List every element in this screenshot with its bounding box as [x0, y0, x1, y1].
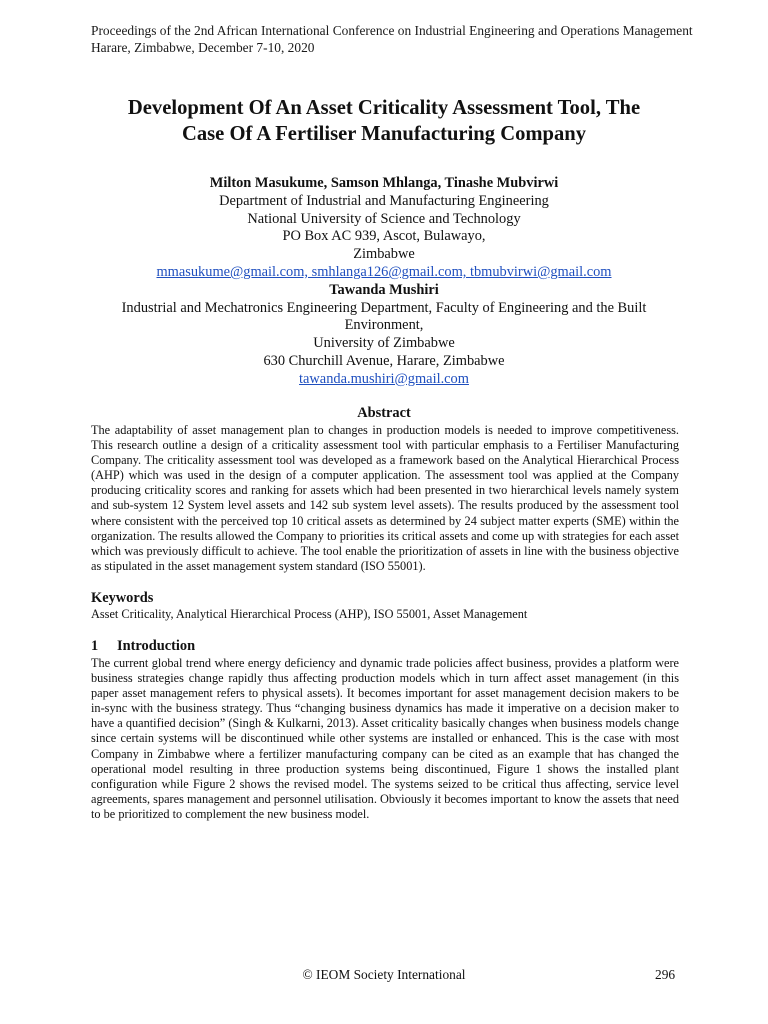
title-line-1: Development Of An Asset Criticality Assessment Tool, The [127, 97, 641, 119]
affiliation-dept-2-line-2: Environment, [344, 317, 424, 334]
introduction-text: The current global trend where energy deficiency and dynamic trade policies affect business, provides a platform were business strategies change rapidly thus affecting production models which in turn affect asset management (in this paper asset management refers to physical assets). It becomes important for asset management decision makers to be in-sync with the business strategy. Thus “changing business dynamics has made it imperative on a decision maker to have a quantified decision” (Singh & Kulkarni, 2013). Asset criticality basically changes when business models change since certain systems will be discontinued while other systems are installed or enhanced. This is the case with most Company in Zimbabwe where a fertilizer manufacturing company can be cited as an example that has changed the operational model resulting in three production systems being discontinued, Figure 1 shows the installed plant configuration while Figure 2 shows the revised model. The systems seized to be critical thus affecting, service level agreements, spares management and personnel utilisation. Obviously it becomes important to know the assets that need to be prioritized to complement the new business model. [91, 656, 679, 821]
page-footer [0, 967, 768, 985]
affiliation-address-2: 630 Churchill Avenue, Harare, Zimbabwe [263, 352, 505, 369]
paper-title [40, 95, 728, 147]
running-header [91, 22, 731, 56]
header-line-location: Harare, Zimbabwe, December 7-10, 2020 [91, 40, 315, 55]
section-heading-introduction [91, 638, 195, 655]
section-number: 1 [91, 638, 99, 654]
title-line-2: Case Of A Fertiliser Manufacturing Company [181, 123, 587, 145]
author-email-link-2[interactable]: tawanda.mushiri@gmail.com [299, 370, 469, 387]
author-emails-link[interactable]: mmasukume@gmail.com, smhlanga126@gmail.com, tbmubvirwi@gmail.com [156, 263, 612, 280]
affiliation-address-1: PO Box AC 939, Ascot, Bulawayo, [282, 228, 486, 245]
author-block [40, 175, 728, 389]
page-number: 296 [655, 967, 676, 982]
abstract-text: The adaptability of asset management plan to changes in production models is needed to improve competitiveness. This research outline a design of a criticality assessment tool with particular emphasis to a Fertiliser Manufacturing Company. The criticality assessment tool was developed as a framework based on the Analytical Hierarchical Process (AHP) which was used in the design of a computer application. The assessment tool was applied at the Company producing criticality scores and ranking for assets which had been presented in two hierarchical levels namely system and sub-system 12 System level assets and 142 sub system level assets). The results produced by the assessment tool where consistent with the perceived top 10 critical assets as determined by 24 subject matter experts (SME) within the organization. The results allowed the Company to priorities its critical assets and come up with strategies for each asset which was previously difficult to achieve. The tool enable the prioritization of assets in line with the business objective as stipulated in the asset management system standard (ISO 55001). [91, 423, 679, 573]
section-title: Introduction [117, 638, 196, 654]
footer-copyright: © IEOM Society International [302, 967, 466, 982]
affiliation-dept-2-line-1: Industrial and Mechatronics Engineering Department, Faculty of Engineering and the Built [121, 299, 647, 316]
affiliation-univ-2: University of Zimbabwe [313, 335, 455, 352]
header-line-conference: Proceedings of the 2nd African International Conference on Industrial Engineering and Operations Management [91, 23, 693, 38]
affiliation-dept-1: Department of Industrial and Manufacturing Engineering [219, 192, 549, 209]
author-name-group-2: Tawanda Mushiri [329, 281, 439, 298]
affiliation-univ-1: National University of Science and Technology [247, 210, 521, 227]
abstract-heading: Abstract [357, 405, 411, 421]
keywords-heading: Keywords [91, 590, 154, 606]
keywords-text: Asset Criticality, Analytical Hierarchical Process (AHP), ISO 55001, Asset Management [91, 607, 528, 621]
author-names-group-1: Milton Masukume, Samson Mhlanga, Tinashe Mubvirwi [209, 175, 559, 191]
affiliation-country-1: Zimbabwe [353, 246, 415, 263]
